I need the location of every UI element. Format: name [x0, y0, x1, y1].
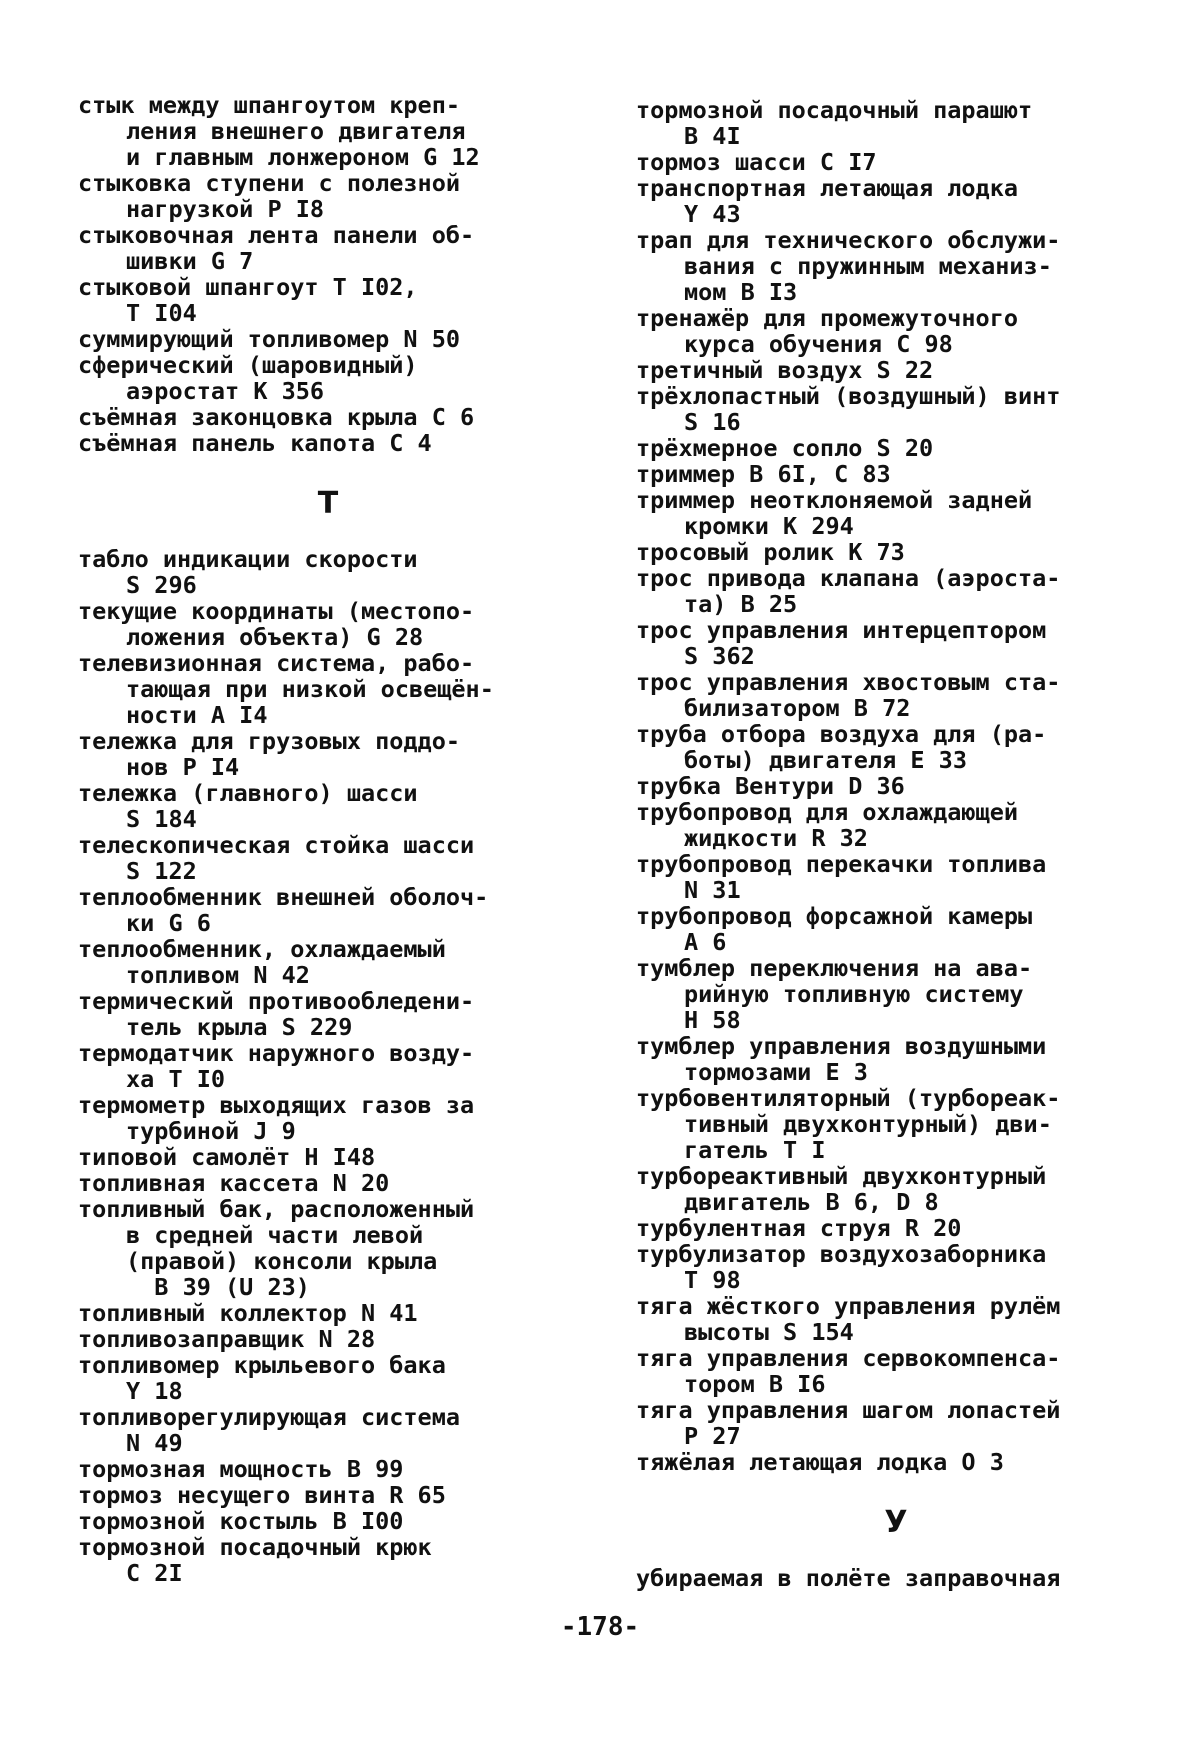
index-entry: топливный коллектор N 41: [78, 1299, 418, 1327]
index-entry: триммер неотклоняемой задней: [636, 486, 1033, 514]
index-entry: тормозной костыль В I00: [78, 1507, 404, 1535]
section-letter-heading: Т: [317, 486, 339, 521]
index-entry: турбореактивный двухконтурный: [636, 1162, 1047, 1190]
index-entry: стыковочная лента панели об-: [78, 221, 475, 249]
index-entry: суммирующий топливомер N 50: [78, 325, 461, 353]
index-entry-continuation: двигатель В 6, D 8: [684, 1188, 939, 1216]
left-column: [78, 92, 578, 1586]
index-entry-continuation: С 2I: [126, 1559, 183, 1587]
index-entry: убираемая в полёте заправочная: [636, 1564, 1061, 1592]
index-entry: тормозная мощность В 99: [78, 1455, 404, 1483]
index-entry: трубка Вентури D 36: [636, 772, 905, 800]
index-entry-continuation: ления внешнего двигателя: [126, 117, 466, 145]
index-entry: топливный бак, расположенный: [78, 1195, 475, 1223]
index-entry-continuation: нов Р I4: [126, 753, 240, 781]
index-entry: тяга управления шагом лопастей: [636, 1396, 1061, 1424]
index-entry-continuation: ха Т I0: [126, 1065, 226, 1093]
index-entry-continuation: Y 43: [684, 200, 741, 228]
index-entry-continuation: S 16: [684, 408, 741, 436]
index-entry-continuation: шивки G 7: [126, 247, 254, 275]
index-entry: топливомер крыльевого бака: [78, 1351, 446, 1379]
index-entry: трап для технического обслужи-: [636, 226, 1061, 254]
index-entry: стыковой шпангоут Т I02,: [78, 273, 418, 301]
index-entry-continuation: ложения объекта) G 28: [126, 623, 424, 651]
index-entry: типовой самолёт Н I48: [78, 1143, 376, 1171]
index-entry: тросовый ролик К 73: [636, 538, 905, 566]
right-column: [636, 97, 1156, 1591]
index-entry-continuation: турбиной J 9: [126, 1117, 296, 1145]
index-entry: табло индикации скорости: [78, 545, 418, 573]
index-entry: трубопровод форсажной камеры: [636, 902, 1033, 930]
index-entry: стык между шпангоутом креп-: [78, 91, 461, 119]
index-entry: трёхлопастный (воздушный) винт: [636, 382, 1061, 410]
index-entry-continuation: тель крыла S 229: [126, 1013, 353, 1041]
index-entry: тележка для грузовых поддо-: [78, 727, 461, 755]
index-entry-continuation: В 4I: [684, 122, 741, 150]
index-entry: труба отбора воздуха для (ра-: [636, 720, 1047, 748]
index-entry: турбулентная струя R 20: [636, 1214, 962, 1242]
index-entry: теплообменник внешней оболоч-: [78, 883, 489, 911]
index-entry-continuation: высоты S 154: [684, 1318, 854, 1346]
index-entry: тормозной посадочный парашют: [636, 96, 1033, 124]
index-entry: трос привода клапана (аэроста-: [636, 564, 1061, 592]
index-entry: трос управления интерцептором: [636, 616, 1047, 644]
index-entry-continuation: тором В I6: [684, 1370, 826, 1398]
index-entry: третичный воздух S 22: [636, 356, 934, 384]
heading-spacer: [636, 1475, 1156, 1503]
index-entry: тумблер переключения на ава-: [636, 954, 1033, 982]
index-entry-continuation: рийную топливную систему: [684, 980, 1024, 1008]
index-entry-continuation: Т 98: [684, 1266, 741, 1294]
index-entry-continuation: ности А I4: [126, 701, 268, 729]
index-entry: тележка (главного) шасси: [78, 779, 418, 807]
index-entry-continuation: Y 18: [126, 1377, 183, 1405]
index-entry-continuation: жидкости R 32: [684, 824, 868, 852]
heading-spacer: [78, 524, 578, 546]
index-entry-continuation: B 39 (U 23): [126, 1273, 310, 1301]
index-entry: тяга жёсткого управления рулём: [636, 1292, 1061, 1320]
index-entry: тормозной посадочный крюк: [78, 1533, 432, 1561]
page-number: -178-: [560, 1612, 640, 1642]
index-entry: телескопическая стойка шасси: [78, 831, 475, 859]
index-entry: тормоз несущего винта R 65: [78, 1481, 446, 1509]
index-entry-continuation: нагрузкой Р I8: [126, 195, 325, 223]
index-entry: триммер В 6I, С 83: [636, 460, 891, 488]
index-entry-continuation: (правой) консоли крыла: [126, 1247, 438, 1275]
index-entry-continuation: кромки К 294: [684, 512, 854, 540]
index-entry-continuation: вания с пружинным механиз-: [684, 252, 1052, 280]
index-entry: тренажёр для промежуточного: [636, 304, 1019, 332]
index-entry-continuation: гатель Т I: [684, 1136, 826, 1164]
index-entry: топливозаправщик N 28: [78, 1325, 376, 1353]
index-entry: тяга управления сервокомпенса-: [636, 1344, 1061, 1372]
index-entry-continuation: боты) двигателя Е 33: [684, 746, 967, 774]
index-entry: трубопровод для охлаждающей: [636, 798, 1019, 826]
index-entry-continuation: S 122: [126, 857, 197, 885]
index-entry-continuation: билизатором В 72: [684, 694, 911, 722]
index-entry-continuation: Т I04: [126, 299, 197, 327]
index-entry-continuation: Н 58: [684, 1006, 741, 1034]
index-entry: топливорегулирующая система: [78, 1403, 461, 1431]
index-entry-continuation: тивный двухконтурный) дви-: [684, 1110, 1052, 1138]
index-entry: турбовентиляторный (турбореак-: [636, 1084, 1061, 1112]
index-entry: теплообменник, охлаждаемый: [78, 935, 446, 963]
index-entry-continuation: курса обучения С 98: [684, 330, 953, 358]
index-entry: тормоз шасси С I7: [636, 148, 877, 176]
index-entry: турбулизатор воздухозаборника: [636, 1240, 1047, 1268]
index-entry-continuation: и главным лонжероном G 12: [126, 143, 480, 171]
index-entry: телевизионная система, рабо-: [78, 649, 475, 677]
index-entry: тяжёлая летающая лодка О 3: [636, 1448, 1004, 1476]
index-entry-continuation: Р 27: [684, 1422, 741, 1450]
index-entry: трёхмерное сопло S 20: [636, 434, 934, 462]
index-entry: топливная кассета N 20: [78, 1169, 390, 1197]
index-entry-continuation: тормозами Е 3: [684, 1058, 868, 1086]
index-entry: термодатчик наружного возду-: [78, 1039, 475, 1067]
index-entry: съёмная панель капота С 4: [78, 429, 432, 457]
index-entry-continuation: в средней части левой: [126, 1221, 424, 1249]
index-entry-continuation: ки G 6: [126, 909, 211, 937]
heading-spacer: [78, 456, 578, 484]
heading-spacer: [636, 1543, 1156, 1565]
index-entry: термический противообледени-: [78, 987, 475, 1015]
index-entry-continuation: аэростат К 356: [126, 377, 325, 405]
index-entry-continuation: N 49: [126, 1429, 183, 1457]
index-entry: сферический (шаровидный): [78, 351, 418, 379]
index-entry-continuation: тающая при низкой освещён-: [126, 675, 494, 703]
index-entry-continuation: мом В I3: [684, 278, 798, 306]
index-entry-continuation: топливом N 42: [126, 961, 310, 989]
index-entry-continuation: S 296: [126, 571, 197, 599]
index-entry: текущие координаты (местопо-: [78, 597, 475, 625]
index-entry: стыковка ступени с полезной: [78, 169, 461, 197]
index-entry: трубопровод перекачки топлива: [636, 850, 1047, 878]
index-entry: тумблер управления воздушными: [636, 1032, 1047, 1060]
index-entry: термометр выходящих газов за: [78, 1091, 475, 1119]
index-entry-continuation: S 362: [684, 642, 755, 670]
index-entry-continuation: S 184: [126, 805, 197, 833]
section-letter-heading: У: [884, 1505, 908, 1540]
index-entry-continuation: N 31: [684, 876, 741, 904]
index-entry: съёмная законцовка крыла С 6: [78, 403, 475, 431]
index-entry: транспортная летающая лодка: [636, 174, 1019, 202]
index-entry-continuation: А 6: [684, 928, 727, 956]
index-entry-continuation: та) В 25: [684, 590, 798, 618]
index-entry: трос управления хвостовым ста-: [636, 668, 1061, 696]
